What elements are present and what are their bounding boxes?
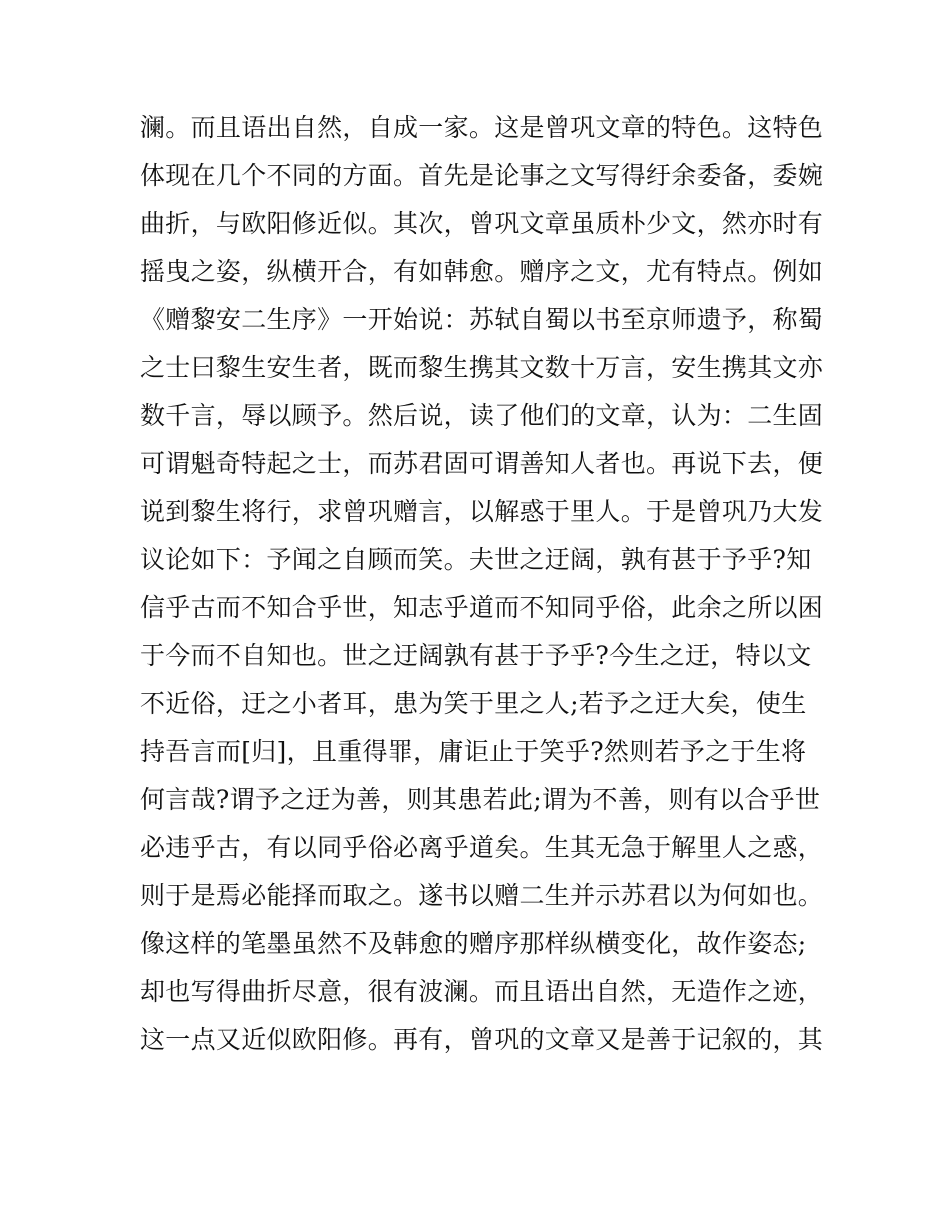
text-line-16: 必违乎古，有以同乎俗必离乎道矣。生其无急于解里人之惑，: [140, 833, 824, 862]
text-line-5: 《赠黎安二生序》一开始说：苏轼自蜀以书至京师遗予，称蜀: [140, 305, 824, 334]
text-line-9: 说到黎生将行，求曾巩赠言，以解惑于里人。于是曾巩乃大发: [140, 497, 824, 526]
text-line-15: 何言哉?谓予之迂为善，则其患若此;谓为不善，则有以合乎世: [140, 785, 821, 814]
text-line-12: 于今而不自知也。世之迂阔孰有甚于予乎?今生之迂，特以文: [140, 641, 812, 670]
body-text: [140, 104, 824, 1064]
text-line-3: 曲折，与欧阳修近似。其次，曾巩文章虽质朴少文，然亦时有: [140, 209, 824, 238]
text-line-19: 却也写得曲折尽意，很有波澜。而且语出自然，无造作之迹，: [140, 977, 824, 1006]
text-line-14: 持吾言而[归]，且重得罪，庸讵止于笑乎?然则若予之于生将: [140, 737, 807, 766]
text-line-4: 摇曳之姿，纵横开合，有如韩愈。赠序之文，尤有特点。例如: [140, 257, 824, 286]
text-line-6: 之士曰黎生安生者，既而黎生携其文数十万言，安生携其文亦: [140, 353, 824, 382]
text-line-2: 体现在几个不同的方面。首先是论事之文写得纡余委备，委婉: [140, 161, 824, 190]
text-line-18: 像这样的笔墨虽然不及韩愈的赠序那样纵横变化，故作姿态;: [140, 929, 807, 958]
text-line-17: 则于是焉必能择而取之。遂书以赠二生并示苏君以为何如也。: [140, 881, 824, 910]
text-line-10: 议论如下：予闻之自顾而笑。夫世之迂阔，孰有甚于予乎?知: [140, 545, 812, 574]
text-line-7: 数千言，辱以顾予。然后说，读了他们的文章，认为：二生固: [140, 401, 824, 430]
text-line-8: 可谓魁奇特起之士，而苏君固可谓善知人者也。再说下去，便: [140, 449, 824, 478]
text-line-11: 信乎古而不知合乎世，知志乎道而不知同乎俗，此余之所以困: [140, 593, 824, 622]
text-line-13: 不近俗，迂之小者耳，患为笑于里之人;若予之迂大矣，使生: [140, 689, 807, 718]
text-line-20: 这一点又近似欧阳修。再有，曾巩的文章又是善于记叙的，其: [140, 1025, 824, 1054]
text-line-1: 澜。而且语出自然，自成一家。这是曾巩文章的特色。这特色: [140, 113, 824, 142]
